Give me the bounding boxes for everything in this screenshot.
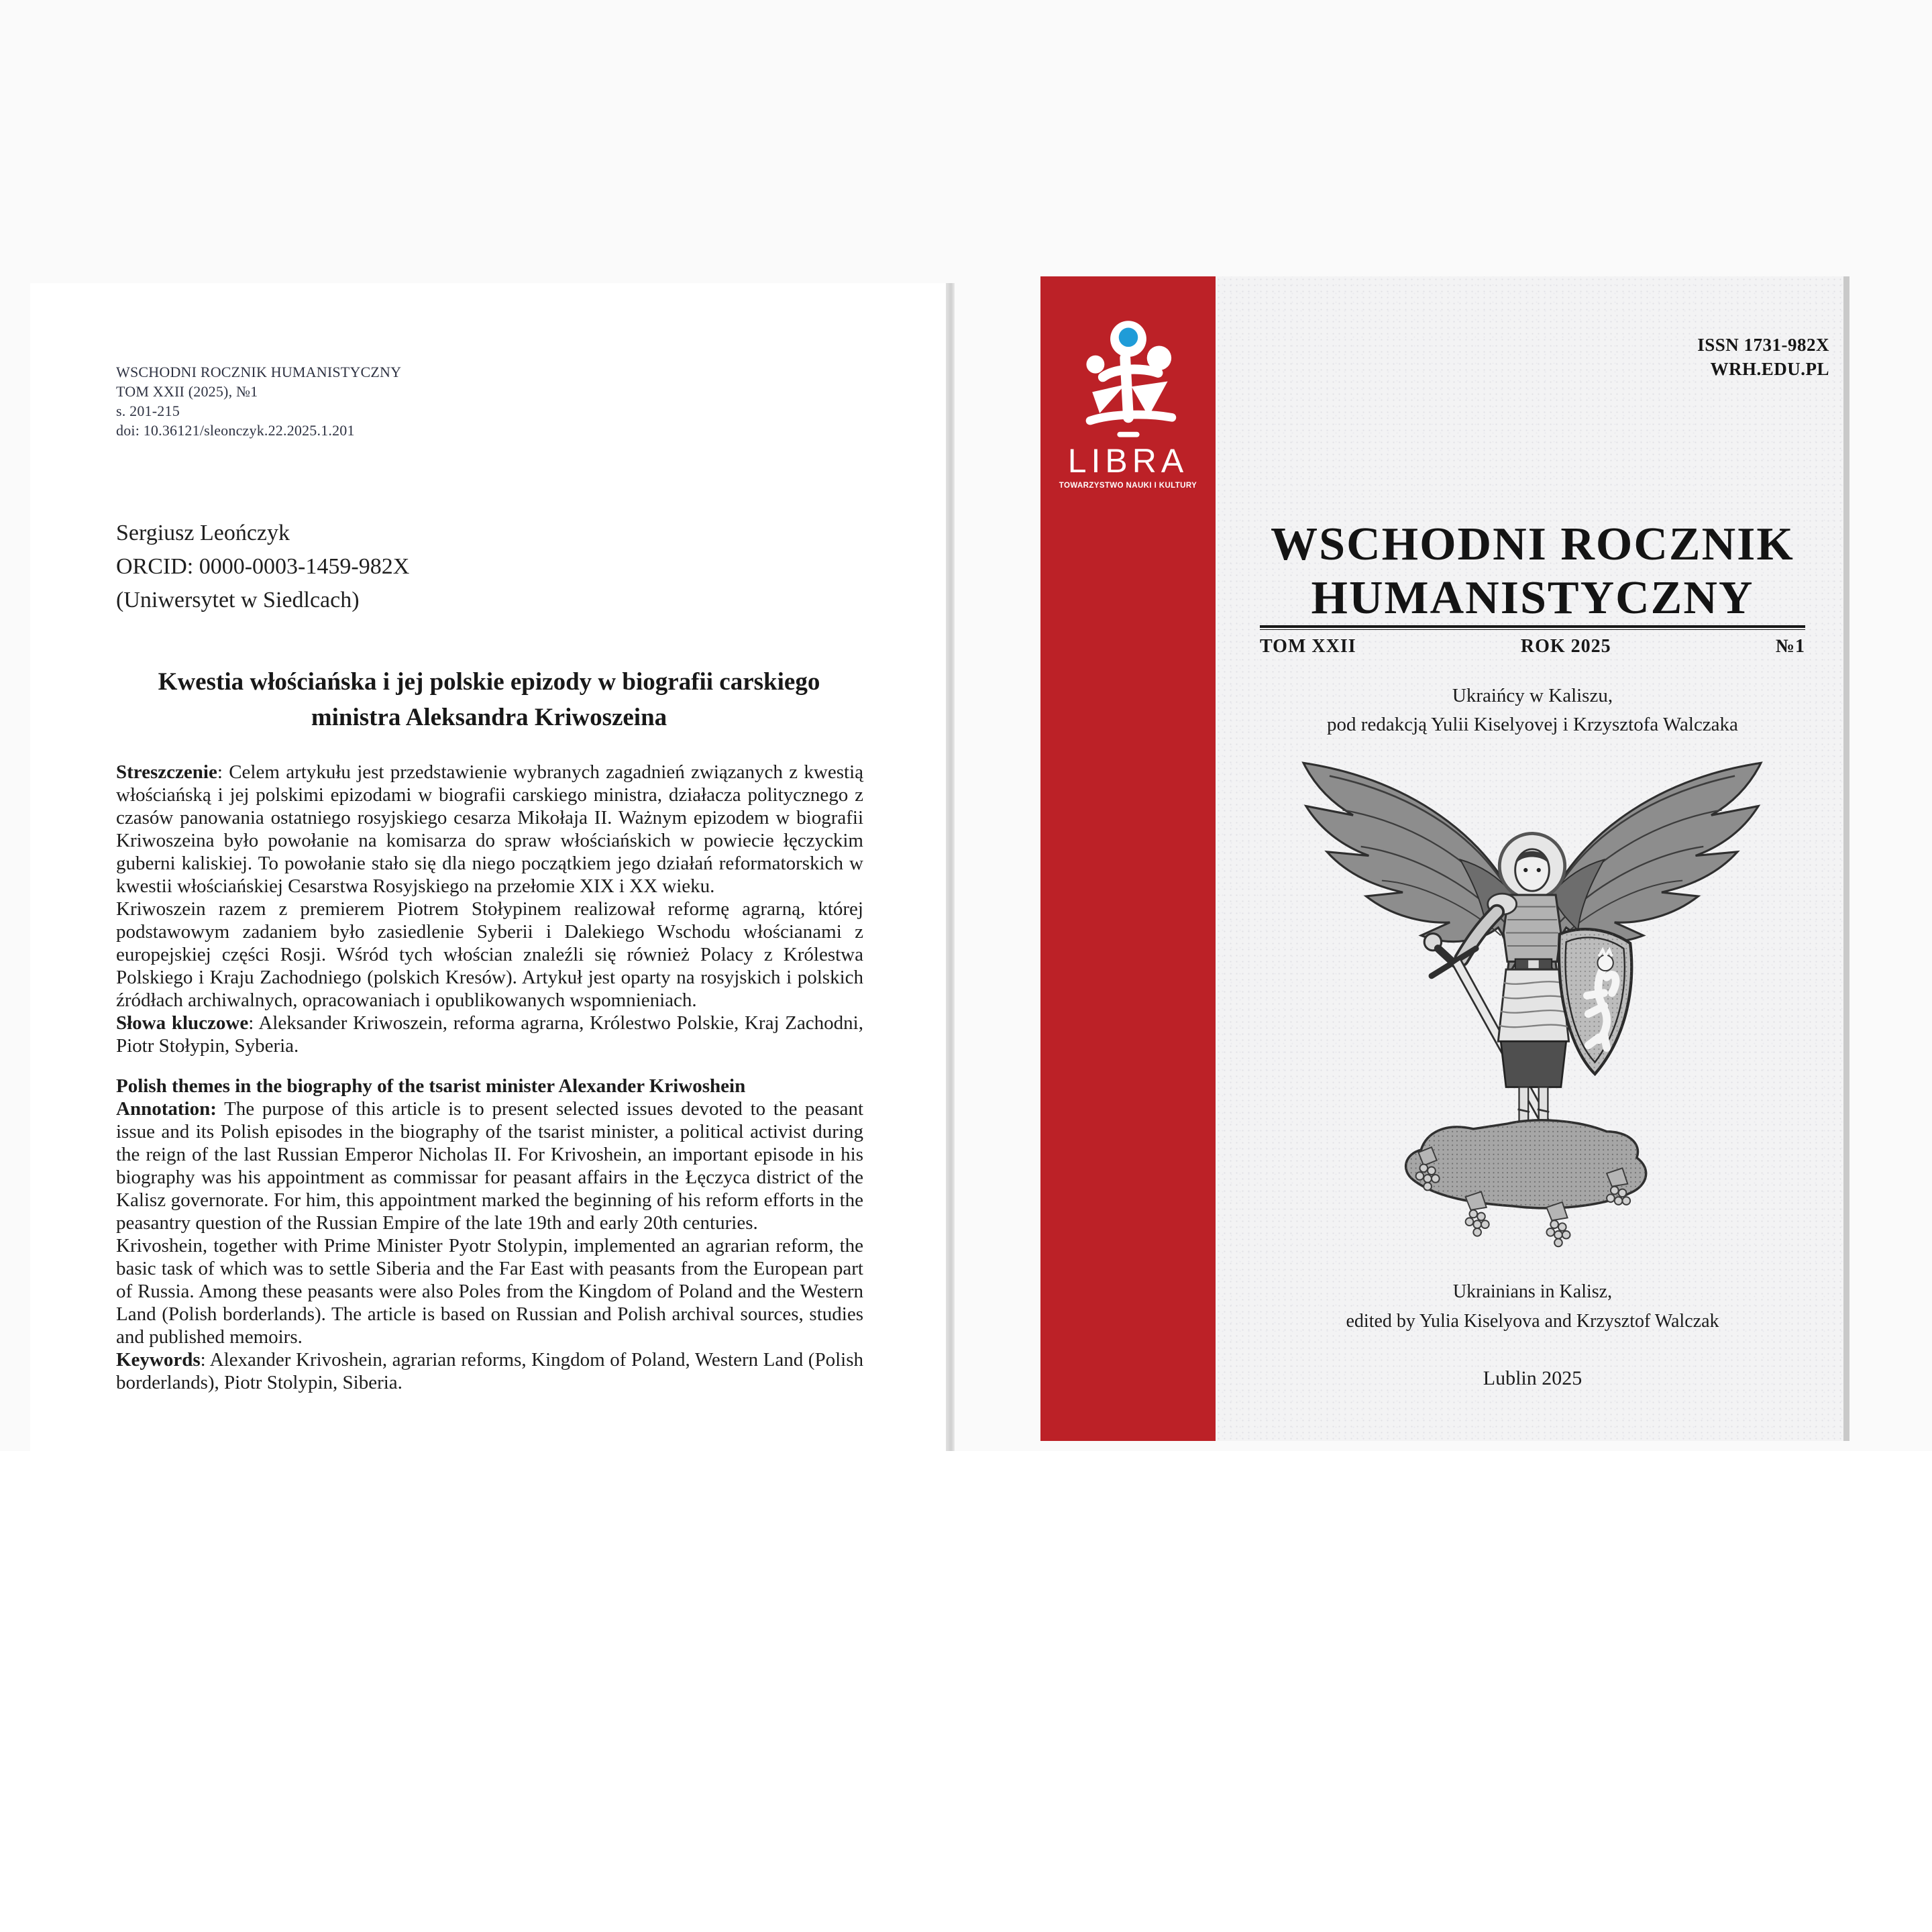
keywords-pl-label: Słowa kluczowe (116, 1012, 249, 1034)
abstract-pl-label: Streszczenie (116, 761, 217, 783)
abstract-pl-text: : Celem artykułu jest przedstawienie wybranych zagadnień związanych z kwestią włościańską i jej polskimi epizodami w biografii carskiego ministra, działacza politycznego z czasów panowania ostatniego rosyjskiego cesarza Mikołaja II. Ważnym epizodem w biografii Kriwoszeina było powołanie na komisarza do spraw włościańskich w powiecie łęczyckim guberni kaliskiej. To powołanie stało się dla niego początkiem jego działań reformatorskich w kwestii włościańskiej Cesarstwa Rosyjskiego na przełomie XIX i XX wieku. (116, 761, 863, 897)
author-orcid: ORCID: 0000-0003-1459-982X (116, 554, 410, 579)
libra-wordmark: LIBRA (1067, 442, 1189, 480)
keywords-en (116, 1348, 863, 1394)
subtitle-en (1216, 1277, 1849, 1336)
keywords-en-label: Keywords (116, 1349, 201, 1371)
subtitle-pl-line1: Ukraińcy w Kaliszu, (1452, 685, 1613, 706)
title-rule (1260, 625, 1805, 630)
cover-red-stripe (1040, 276, 1216, 1441)
keywords-pl-text: : Aleksander Kriwoszein, reforma agrarna, Królestwo Polskie, Kraj Zachodni, Piotr Stołypin, Syberia. (116, 1012, 863, 1057)
archangel-michael-emblem (1277, 730, 1787, 1267)
author-name: Sergiusz Leończyk (116, 521, 290, 545)
subtitle-en-line2: edited by Yulia Kiselyova and Krzysztof Walczak (1346, 1311, 1719, 1332)
english-title: Polish themes in the biography of the tsarist minister Alexander Kriwoshein (116, 1075, 746, 1097)
cover-paper (1216, 276, 1849, 1441)
volume-label: TOM XXII (1260, 636, 1356, 657)
subtitle-en-line1: Ukrainians in Kalisz, (1452, 1281, 1613, 1302)
english-abstract-section (116, 1075, 863, 1394)
article-first-page (30, 283, 946, 1451)
journal-website: WRH.EDU.PL (1710, 359, 1829, 379)
annotation-label: Annotation: (116, 1098, 217, 1120)
article-title (73, 664, 905, 735)
subtitle-pl-line2: pod redakcją Yulii Kiselyovej i Krzysztofa Walczaka (1327, 714, 1738, 735)
cover-edge-shadow (1843, 276, 1849, 1441)
issn-number: ISSN 1731-982X (1697, 335, 1829, 355)
page-edge-shadow (946, 283, 955, 1451)
cover-title (1216, 518, 1849, 625)
journal-name: WSCHODNI ROCZNIK HUMANISTYCZNY (116, 364, 402, 380)
issue-label: №1 (1775, 636, 1805, 657)
volume-row (1260, 636, 1805, 657)
libra-blue-dot (1118, 328, 1138, 347)
keywords-en-text: : Alexander Krivoshein, agrarian reforms, Kingdom of Poland, Western Land (Polish borderlands), Piotr Stolypin, Siberia. (116, 1349, 863, 1393)
cover-title-line2: HUMANISTYCZNY (1311, 572, 1754, 624)
volume-issue: TOM XXII (2025), №1 (116, 383, 258, 400)
annotation-paragraph2: Krivoshein, together with Prime Minister Pyotr Stolypin, implemented an agrarian reform, the basic task of which was to settle Siberia and the Far East with peasants from the European part of Russia. Among these peasants were also Poles from the Kingdom of Poland and the Western Land (Polish borderlands). The article is based on Russian and Polish archival sources, studies and published memoirs. (116, 1235, 863, 1348)
article-title-line1: Kwestia włościańska i jej polskie epizody w biografii carskiego (158, 668, 820, 696)
year-label: ROK 2025 (1520, 636, 1611, 657)
annotation-text: The purpose of this article is to present selected issues devoted to the peasant issue and its Polish episodes in the biography of the tsarist minister, a political activist during the reign of the last Russian Emperor Nicholas II. For Krivoshein, an important episode in his biography was his appointment as commissar for peasant affairs in the Łęczyca district of the Kalisz governorate. For him, this appointment marked the beginning of his reform efforts in the peasantry question of the Russian Empire of the late 19th and early 20th centuries. (116, 1098, 863, 1234)
libra-tagline: TOWARZYSTWO NAUKI I KULTURY (1059, 482, 1197, 490)
doi: doi: 10.36121/sleonczyk.22.2025.1.201 (116, 422, 355, 439)
journal-cover (1040, 276, 1849, 1441)
annotation-paragraph (116, 1097, 863, 1234)
author-block (116, 517, 409, 617)
libra-scales-figure-icon (1061, 311, 1195, 439)
page-range: s. 201-215 (116, 402, 180, 419)
cover-title-line1: WSCHODNI ROCZNIK (1271, 519, 1794, 570)
abstract-section (116, 761, 863, 1394)
article-title-line2: ministra Aleksandra Kriwoszeina (311, 704, 667, 731)
keywords-pl (116, 1012, 863, 1057)
abstract-pl-paragraph (116, 761, 863, 898)
abstract-pl-paragraph2: Kriwoszein razem z premierem Piotrem Stołypinem realizował reformę agrarną, której podstawowym zadaniem było zasiedlenie Syberii i Dalekiego Wschodu włościanami z europejskiej części Rosji. Wśród tych włościan znaleźli się również Polacy z Królestwa Polskiego i Kraju Zachodniego (polskich Kresów). Artykuł jest oparty na rosyjskich i polskich źródłach archiwalnych, opracowaniach i opublikowanych wspomnieniach. (116, 898, 863, 1011)
journal-header-block (116, 362, 401, 440)
author-affiliation: (Uniwersytet w Siedlcach) (116, 588, 360, 612)
issn-block (1697, 333, 1829, 381)
imprint: Lublin 2025 (1483, 1367, 1582, 1389)
